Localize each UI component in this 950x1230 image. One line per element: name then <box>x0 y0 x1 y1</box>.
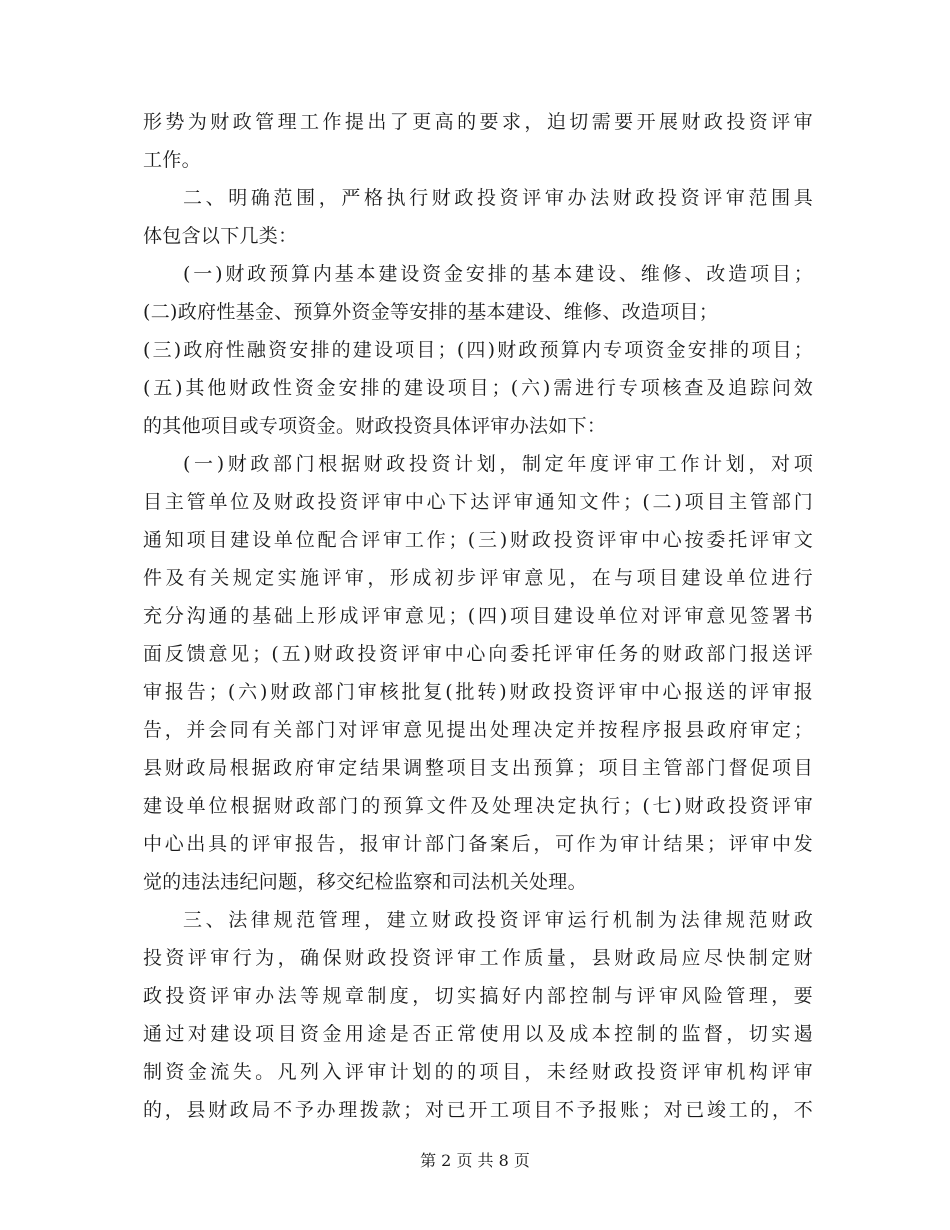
text-line: 工作。 <box>143 149 201 171</box>
text-line: 县财政局根据政府审定结果调整项目支出预算；项目主管部门督促项目 <box>143 757 813 779</box>
page-footer: 第 2 页 共 8 页 <box>420 1151 530 1170</box>
text-line: 通知项目建设单位配合评审工作；(三)财政投资评审中心按委托评审文 <box>143 529 813 551</box>
text-line: (五)其他财政性资金安排的建设项目；(六)需进行专项核查及追踪问效 <box>143 377 813 399</box>
text-line: (一)财政预算内基本建设资金安排的基本建设、维修、改造项目； <box>183 263 813 285</box>
text-line: 形势为财政管理工作提出了更高的要求，迫切需要开展财政投资评审 <box>143 111 813 133</box>
text-line: (二)政府性基金、预算外资金等安排的基本建设、维修、改造项目； <box>143 301 719 323</box>
text-line: 目主管单位及财政投资评审中心下达评审通知文件；(二)项目主管部门 <box>143 491 813 513</box>
text-line: 中心出具的评审报告，报审计部门备案后，可作为审计结果；评审中发 <box>143 833 813 855</box>
text-line: 面反馈意见；(五)财政投资评审中心向委托评审任务的财政部门报送评 <box>143 643 813 665</box>
text-line: 充分沟通的基础上形成评审意见；(四)项目建设单位对评审意见签署书 <box>143 605 813 627</box>
text-line: 体包含以下几类： <box>143 225 298 247</box>
text-line: (三)政府性融资安排的建设项目；(四)财政预算内专项资金安排的项目； <box>143 339 813 361</box>
text-line: 投资评审行为，确保财政投资评审工作质量，县财政局应尽快制定财 <box>143 947 813 969</box>
text-line: 二、明确范围，严格执行财政投资评审办法财政投资评审范围具 <box>183 187 813 209</box>
text-line: 觉的违法违纪问题，移交纪检监察和司法机关处理。 <box>143 871 587 893</box>
text-line: 审报告；(六)财政部门审核批复(批转)财政投资评审中心报送的评审报 <box>143 681 813 703</box>
text-line: 建设单位根据财政部门的预算文件及处理决定执行；(七)财政投资评审 <box>143 795 813 817</box>
text-line: (一)财政部门根据财政投资计划，制定年度评审工作计划，对项 <box>183 453 813 475</box>
document-body <box>143 103 813 1129</box>
text-line: 三、法律规范管理，建立财政投资评审运行机制为法律规范财政 <box>183 909 813 931</box>
text-line: 制资金流失。凡列入评审计划的的项目，未经财政投资评审机构评审 <box>143 1061 813 1083</box>
text-line: 件及有关规定实施评审，形成初步评审意见，在与项目建设单位进行 <box>143 567 813 589</box>
text-line: 的其他项目或专项资金。财政投资具体评审办法如下： <box>143 415 607 437</box>
text-line: 告，并会同有关部门对评审意见提出处理决定并按程序报县政府审定； <box>143 719 813 741</box>
text-line: 通过对建设项目资金用途是否正常使用以及成本控制的监督，切实遏 <box>143 1023 813 1045</box>
text-line: 的，县财政局不予办理拨款；对已开工项目不予报账；对已竣工的，不 <box>143 1099 813 1121</box>
text-line: 政投资评审办法等规章制度，切实搞好内部控制与评审风险管理，要 <box>143 985 813 1007</box>
